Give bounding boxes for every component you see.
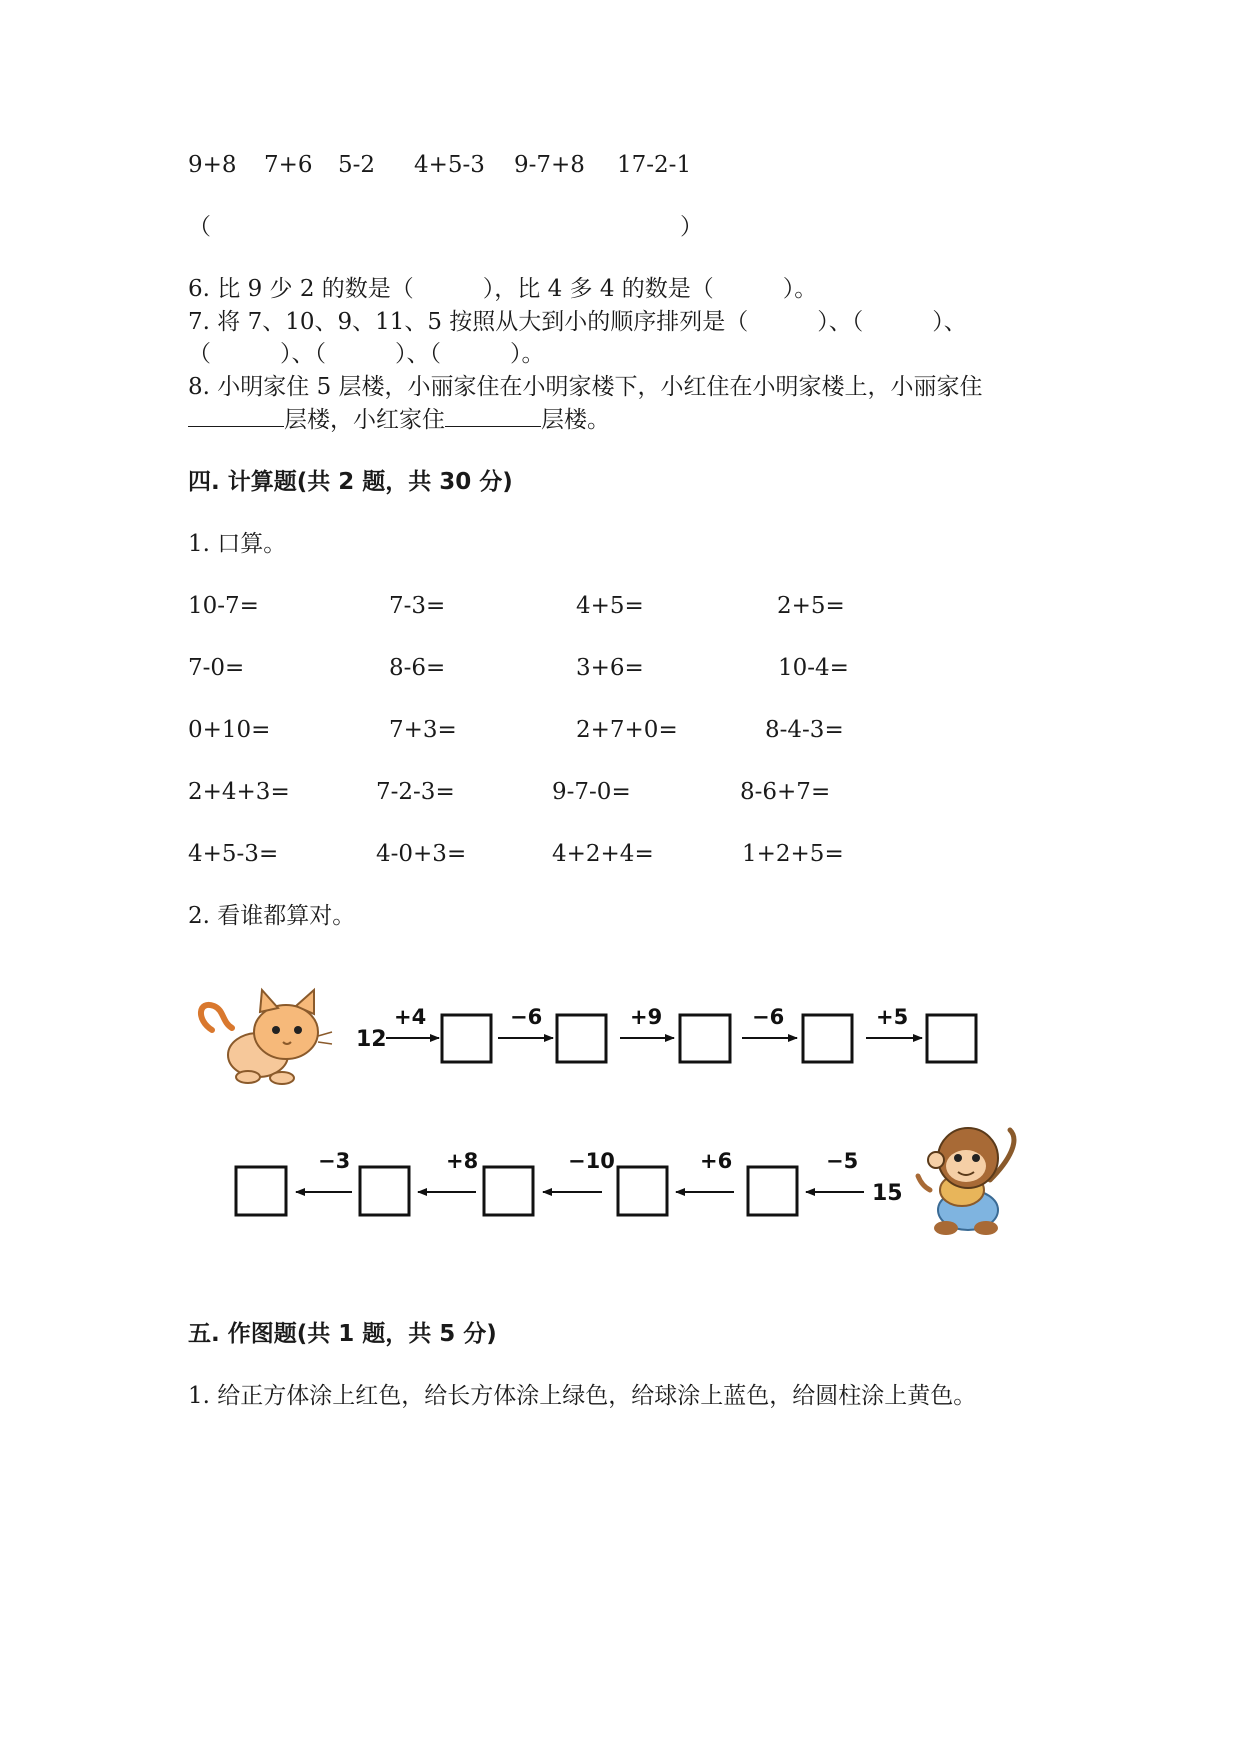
question-7-line-1: 7. 将 7、10、9、11、5 按照从大到小的顺序排列是（ ）、（ ）、 [188, 309, 967, 335]
chain-1-op: −6 [510, 1005, 543, 1029]
oral-item: 4+5-3= [188, 841, 279, 867]
expression-3: 5-2 [338, 152, 376, 178]
question-8-text-b: 层楼。 [541, 407, 610, 433]
oral-item: 8-6= [389, 655, 446, 681]
answer-box [927, 1015, 976, 1062]
section-5-title: 五. 作图题(共 1 题，共 5 分) [188, 1321, 497, 1347]
answer-paren-left: （ [188, 214, 211, 240]
answer-box [557, 1015, 606, 1062]
chain-1-op: −6 [752, 1005, 785, 1029]
expression-2: 7+6 [264, 152, 313, 178]
oral-item: 7-0= [188, 655, 245, 681]
section-4-question-2: 2. 看谁都算对。 [188, 903, 356, 929]
answer-box [618, 1167, 667, 1215]
oral-item: 1+2+5= [742, 841, 844, 867]
monkey-icon [918, 1128, 1014, 1235]
answer-box [484, 1167, 533, 1215]
chain-1-start-number: 12 [356, 1027, 387, 1052]
expression-5: 9-7+8 [514, 152, 585, 178]
oral-item: 2+7+0= [576, 717, 678, 743]
chain-2-op: −5 [826, 1149, 859, 1173]
answer-paren-right: ） [680, 214, 703, 240]
section-4-question-1: 1. 口算。 [188, 531, 287, 557]
section-4-title: 四. 计算题(共 2 题，共 30 分) [188, 469, 513, 495]
cat-icon [201, 990, 332, 1084]
oral-item: 4-0+3= [376, 841, 467, 867]
expression-1: 9+8 [188, 152, 237, 178]
arrow-chain-2 [236, 1149, 903, 1215]
chain-2-op: +8 [446, 1149, 479, 1173]
oral-item: 3+6= [576, 655, 644, 681]
chain-1-op: +9 [630, 1005, 663, 1029]
question-6: 6. 比 9 少 2 的数是（ ），比 4 多 4 的数是（ ）。 [188, 276, 818, 302]
answer-box [748, 1167, 797, 1215]
oral-item: 7+3= [389, 717, 457, 743]
chain-2-op: +6 [700, 1149, 733, 1173]
chain-2-op: −10 [568, 1149, 615, 1173]
oral-item: 10-4= [778, 655, 849, 681]
chain-2-start-number: 15 [872, 1181, 903, 1206]
oral-item: 2+4+3= [188, 779, 290, 805]
arrow-chain-1 [356, 1005, 976, 1062]
answer-box [803, 1015, 852, 1062]
section-5-question-1: 1. 给正方体涂上红色，给长方体涂上绿色，给球涂上蓝色，给圆柱涂上黄色。 [188, 1383, 977, 1409]
answer-box [680, 1015, 730, 1062]
oral-item: 10-7= [188, 593, 259, 619]
question-8-line-1: 8. 小明家住 5 层楼，小丽家住在小明家楼下，小红住在小明家楼上，小丽家住 [188, 374, 983, 400]
answer-box [360, 1167, 409, 1215]
question-7-line-2: （ ）、（ ）、（ ）。 [188, 341, 545, 367]
oral-item: 9-7-0= [552, 779, 631, 805]
oral-item: 7-2-3= [376, 779, 455, 805]
expression-6: 17-2-1 [617, 152, 692, 178]
oral-item: 8-4-3= [765, 717, 844, 743]
answer-box [442, 1015, 491, 1062]
oral-item: 2+5= [777, 593, 845, 619]
oral-item: 4+2+4= [552, 841, 654, 867]
question-8-text-a: 层楼，小红家住 [284, 407, 445, 433]
chain-1-op: +5 [876, 1005, 909, 1029]
oral-item: 8-6+7= [740, 779, 831, 805]
oral-item: 7-3= [389, 593, 446, 619]
oral-item: 4+5= [576, 593, 644, 619]
expression-4: 4+5-3 [414, 152, 485, 178]
answer-box [236, 1167, 286, 1215]
chain-1-op: +4 [394, 1005, 427, 1029]
chain-2-op: −3 [318, 1149, 351, 1173]
oral-item: 0+10= [188, 717, 271, 743]
